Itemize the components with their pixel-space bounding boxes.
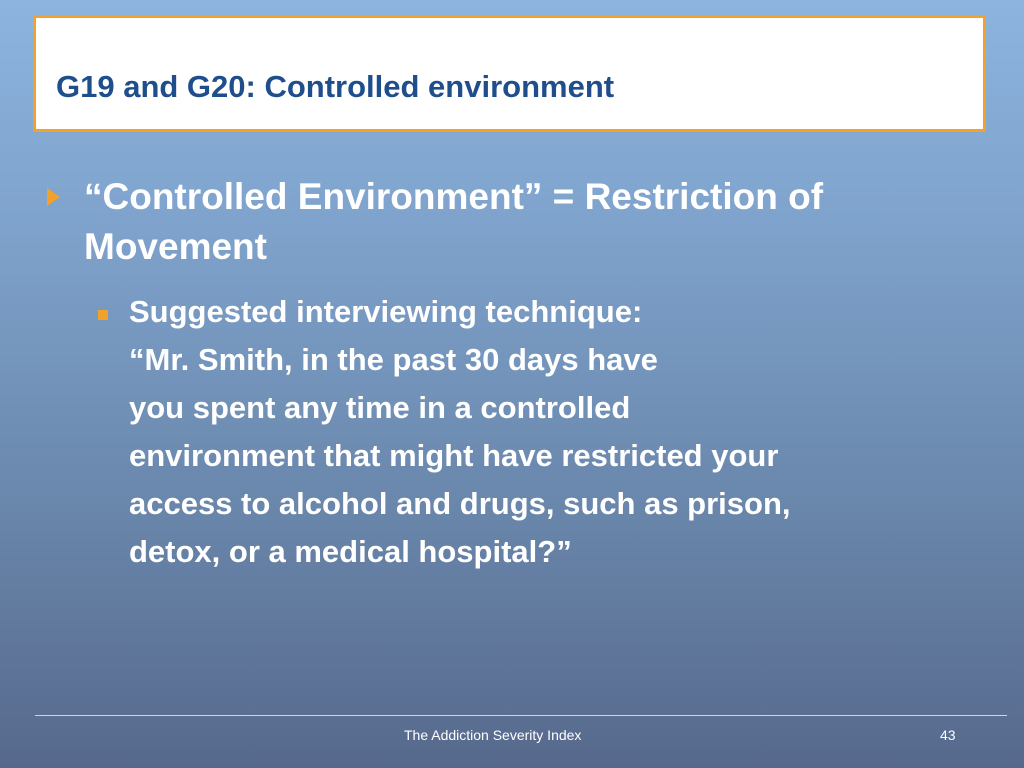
slide-title: G19 and G20: Controlled environment xyxy=(56,69,615,104)
sub-bullet-line: environment that might have restricted your xyxy=(129,438,779,473)
bullet-level-1-text: “Controlled Environment” = Restriction of Movement xyxy=(84,176,824,267)
page-number: 43 xyxy=(940,727,956,743)
sub-bullet-line: “Mr. Smith, in the past 30 days have xyxy=(129,342,658,377)
square-bullet-icon xyxy=(98,310,108,320)
bullet-level-2-text xyxy=(129,288,989,576)
sub-bullet-line: Suggested interviewing technique: xyxy=(129,294,643,329)
title-box xyxy=(33,15,986,132)
sub-bullet-line: access to alcohol and drugs, such as prison, xyxy=(129,486,791,521)
sub-bullet-line: detox, or a medical hospital?” xyxy=(129,534,572,569)
arrowhead-bullet-icon xyxy=(47,188,60,206)
sub-bullet-line: you spent any time in a controlled xyxy=(129,390,631,425)
footer-text: The Addiction Severity Index xyxy=(404,727,582,743)
footer-divider xyxy=(35,715,1007,716)
